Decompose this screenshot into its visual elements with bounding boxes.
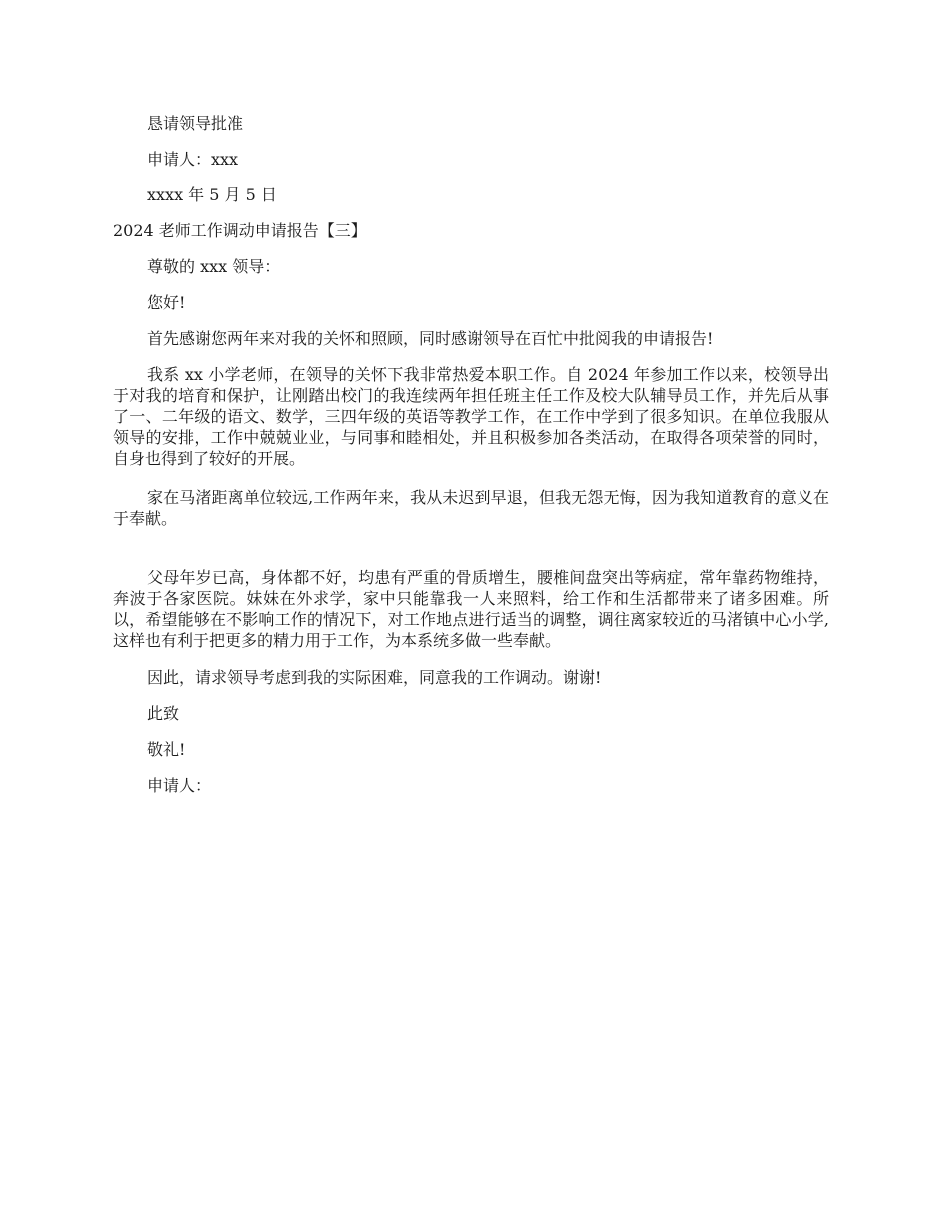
signature-line: 申请人： — [147, 776, 212, 795]
section-title: 2024 老师工作调动申请报告【三】 — [113, 221, 367, 240]
paragraph-thanks: 首先感谢您两年来对我的关怀和照顾，同时感谢领导在百忙中批阅我的申请报告! — [147, 329, 714, 348]
closing-jingli: 敬礼! — [147, 740, 186, 759]
request-approval-line: 恳请领导批准 — [147, 114, 244, 133]
applicant-line: 申请人：xxx — [147, 150, 239, 169]
closing-cizhi: 此致 — [147, 704, 180, 723]
salutation: 尊敬的 xxx 领导： — [147, 257, 281, 276]
paragraph-distance: 家在马渚距离单位较远,工作两年来，我从未迟到早退，但我无怨无悔，因为我知道教育的意义在于奉献。 — [113, 488, 829, 528]
paragraph-family: 父母年岁已高，身体都不好，均患有严重的骨质增生，腰椎间盘突出等病症，常年靠药物维持，奔波于各家医院。妹妹在外求学，家中只能靠我一人来照料，给工作和生活都带来了诸多困难。所以，希望能够在不影响工作的情况下，对工作地点进行适当的调整，调往离家较近的马渚镇中心小学,这样也有利于把更多的精力用于工作，为本系统多做一些奉献。 — [113, 568, 829, 650]
paragraph-request: 因此，请求领导考虑到我的实际困难，同意我的工作调动。谢谢! — [147, 668, 602, 687]
paragraph-background: 我系 xx 小学老师，在领导的关怀下我非常热爱本职工作。自 2024 年参加工作以来，校领导出于对我的培育和保护，让刚踏出校门的我连续两年担任班主任工作及校大队辅导员工作，并先后从事了一、二年级的语文、数学，三四年级的英语等教学工作，在工作中学到了很多知识。在单位我服从领导的安排，工作中兢兢业业，与同事和睦相处，并且积极参加各类活动，在取得各项荣誉的同时，自身也得到了较好的开展。 — [113, 365, 829, 468]
greeting: 您好! — [147, 293, 186, 312]
date-line: xxxx 年 5 月 5 日 — [147, 185, 277, 204]
